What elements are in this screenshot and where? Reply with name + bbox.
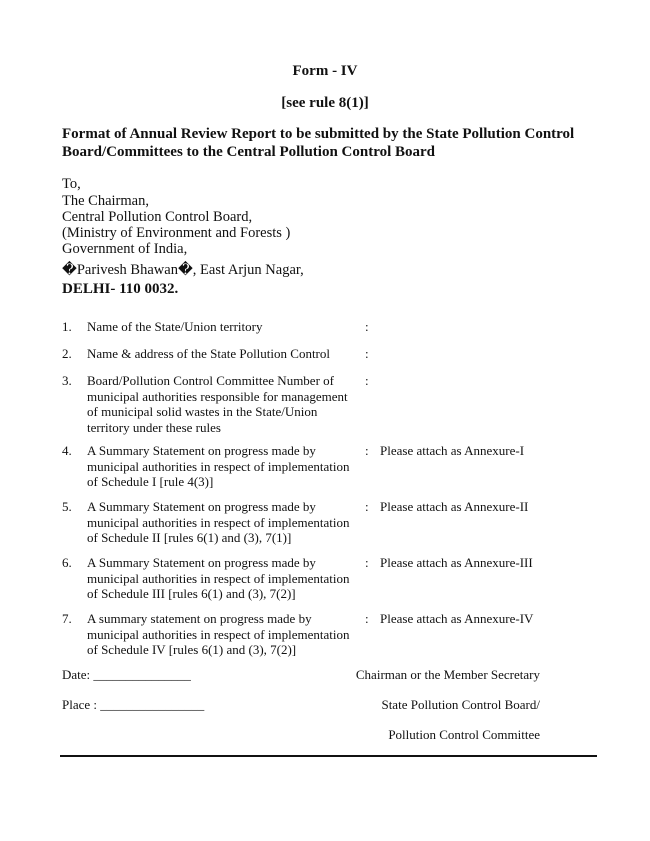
item-colon: :: [365, 555, 369, 570]
item-number: 6.: [62, 555, 72, 570]
form-title: Form - IV: [292, 63, 358, 79]
item-number: 3.: [62, 373, 72, 388]
address-line-ministry: (Ministry of Environment and Forests ): [62, 225, 291, 241]
place-field-label: Place : ________________: [62, 697, 205, 712]
signatory-title: Chairman or the Member Secretary: [355, 667, 540, 682]
item-text: Name of the State/Union territory: [87, 319, 263, 334]
signatory-committee: Pollution Control Committee: [388, 727, 540, 742]
item-value: Please attach as Annexure-I: [380, 443, 525, 458]
item-colon: :: [365, 611, 369, 626]
item-text: A Summary Statement on progress made by municipal authorities in respect of implementation of Schedule II [rules 6(1) and (3), 7(1)]: [87, 499, 350, 545]
item-number: 2.: [62, 346, 72, 361]
signatory-board: State Pollution Control Board/: [381, 697, 540, 712]
item-text: Board/Pollution Control Committee Number of municipal authorities responsible for management of municipal solid wastes in the State/Union territory under these rules: [87, 373, 348, 435]
item-number: 7.: [62, 611, 72, 626]
item-colon: :: [365, 499, 369, 514]
item-text: A Summary Statement on progress made by municipal authorities in respect of implementation of Schedule I [rule 4(3)]: [87, 443, 350, 489]
address-line-to: To,: [62, 176, 81, 192]
form-heading: Format of Annual Review Report to be submitted by the State Pollution Control Board/Committees to the Central Pollution Control Board: [62, 126, 575, 160]
item-value: Please attach as Annexure-III: [380, 555, 533, 570]
item-text: A summary statement on progress made by municipal authorities in respect of implementation of Schedule IV [rules 6(1) and (3), 7(2)]: [87, 611, 350, 657]
item-number: 4.: [62, 443, 72, 458]
rule-reference: [see rule 8(1)]: [281, 95, 369, 111]
item-colon: :: [365, 319, 369, 334]
address-line-board: Central Pollution Control Board,: [62, 209, 253, 225]
item-text: A Summary Statement on progress made by municipal authorities in respect of implementation of Schedule III [rules 6(1) and (3), 7(2)]: [87, 555, 350, 601]
address-city: DELHI- 110 0032.: [62, 281, 179, 297]
address-line-government: Government of India,: [62, 241, 188, 257]
item-colon: :: [365, 346, 369, 361]
date-field-label: Date: _______________: [62, 667, 191, 682]
item-colon: :: [365, 373, 369, 388]
item-value: Please attach as Annexure-II: [380, 499, 529, 514]
address-line-chairman: The Chairman,: [62, 193, 149, 209]
item-text: Name & address of the State Pollution Control: [87, 346, 330, 361]
item-colon: :: [365, 443, 369, 458]
bottom-divider: [60, 755, 597, 757]
item-number: 1.: [62, 319, 72, 334]
item-value: Please attach as Annexure-IV: [380, 611, 534, 626]
item-number: 5.: [62, 499, 72, 514]
address-line-street: �Parivesh Bhawan�, East Arjun Nagar,: [62, 262, 304, 278]
